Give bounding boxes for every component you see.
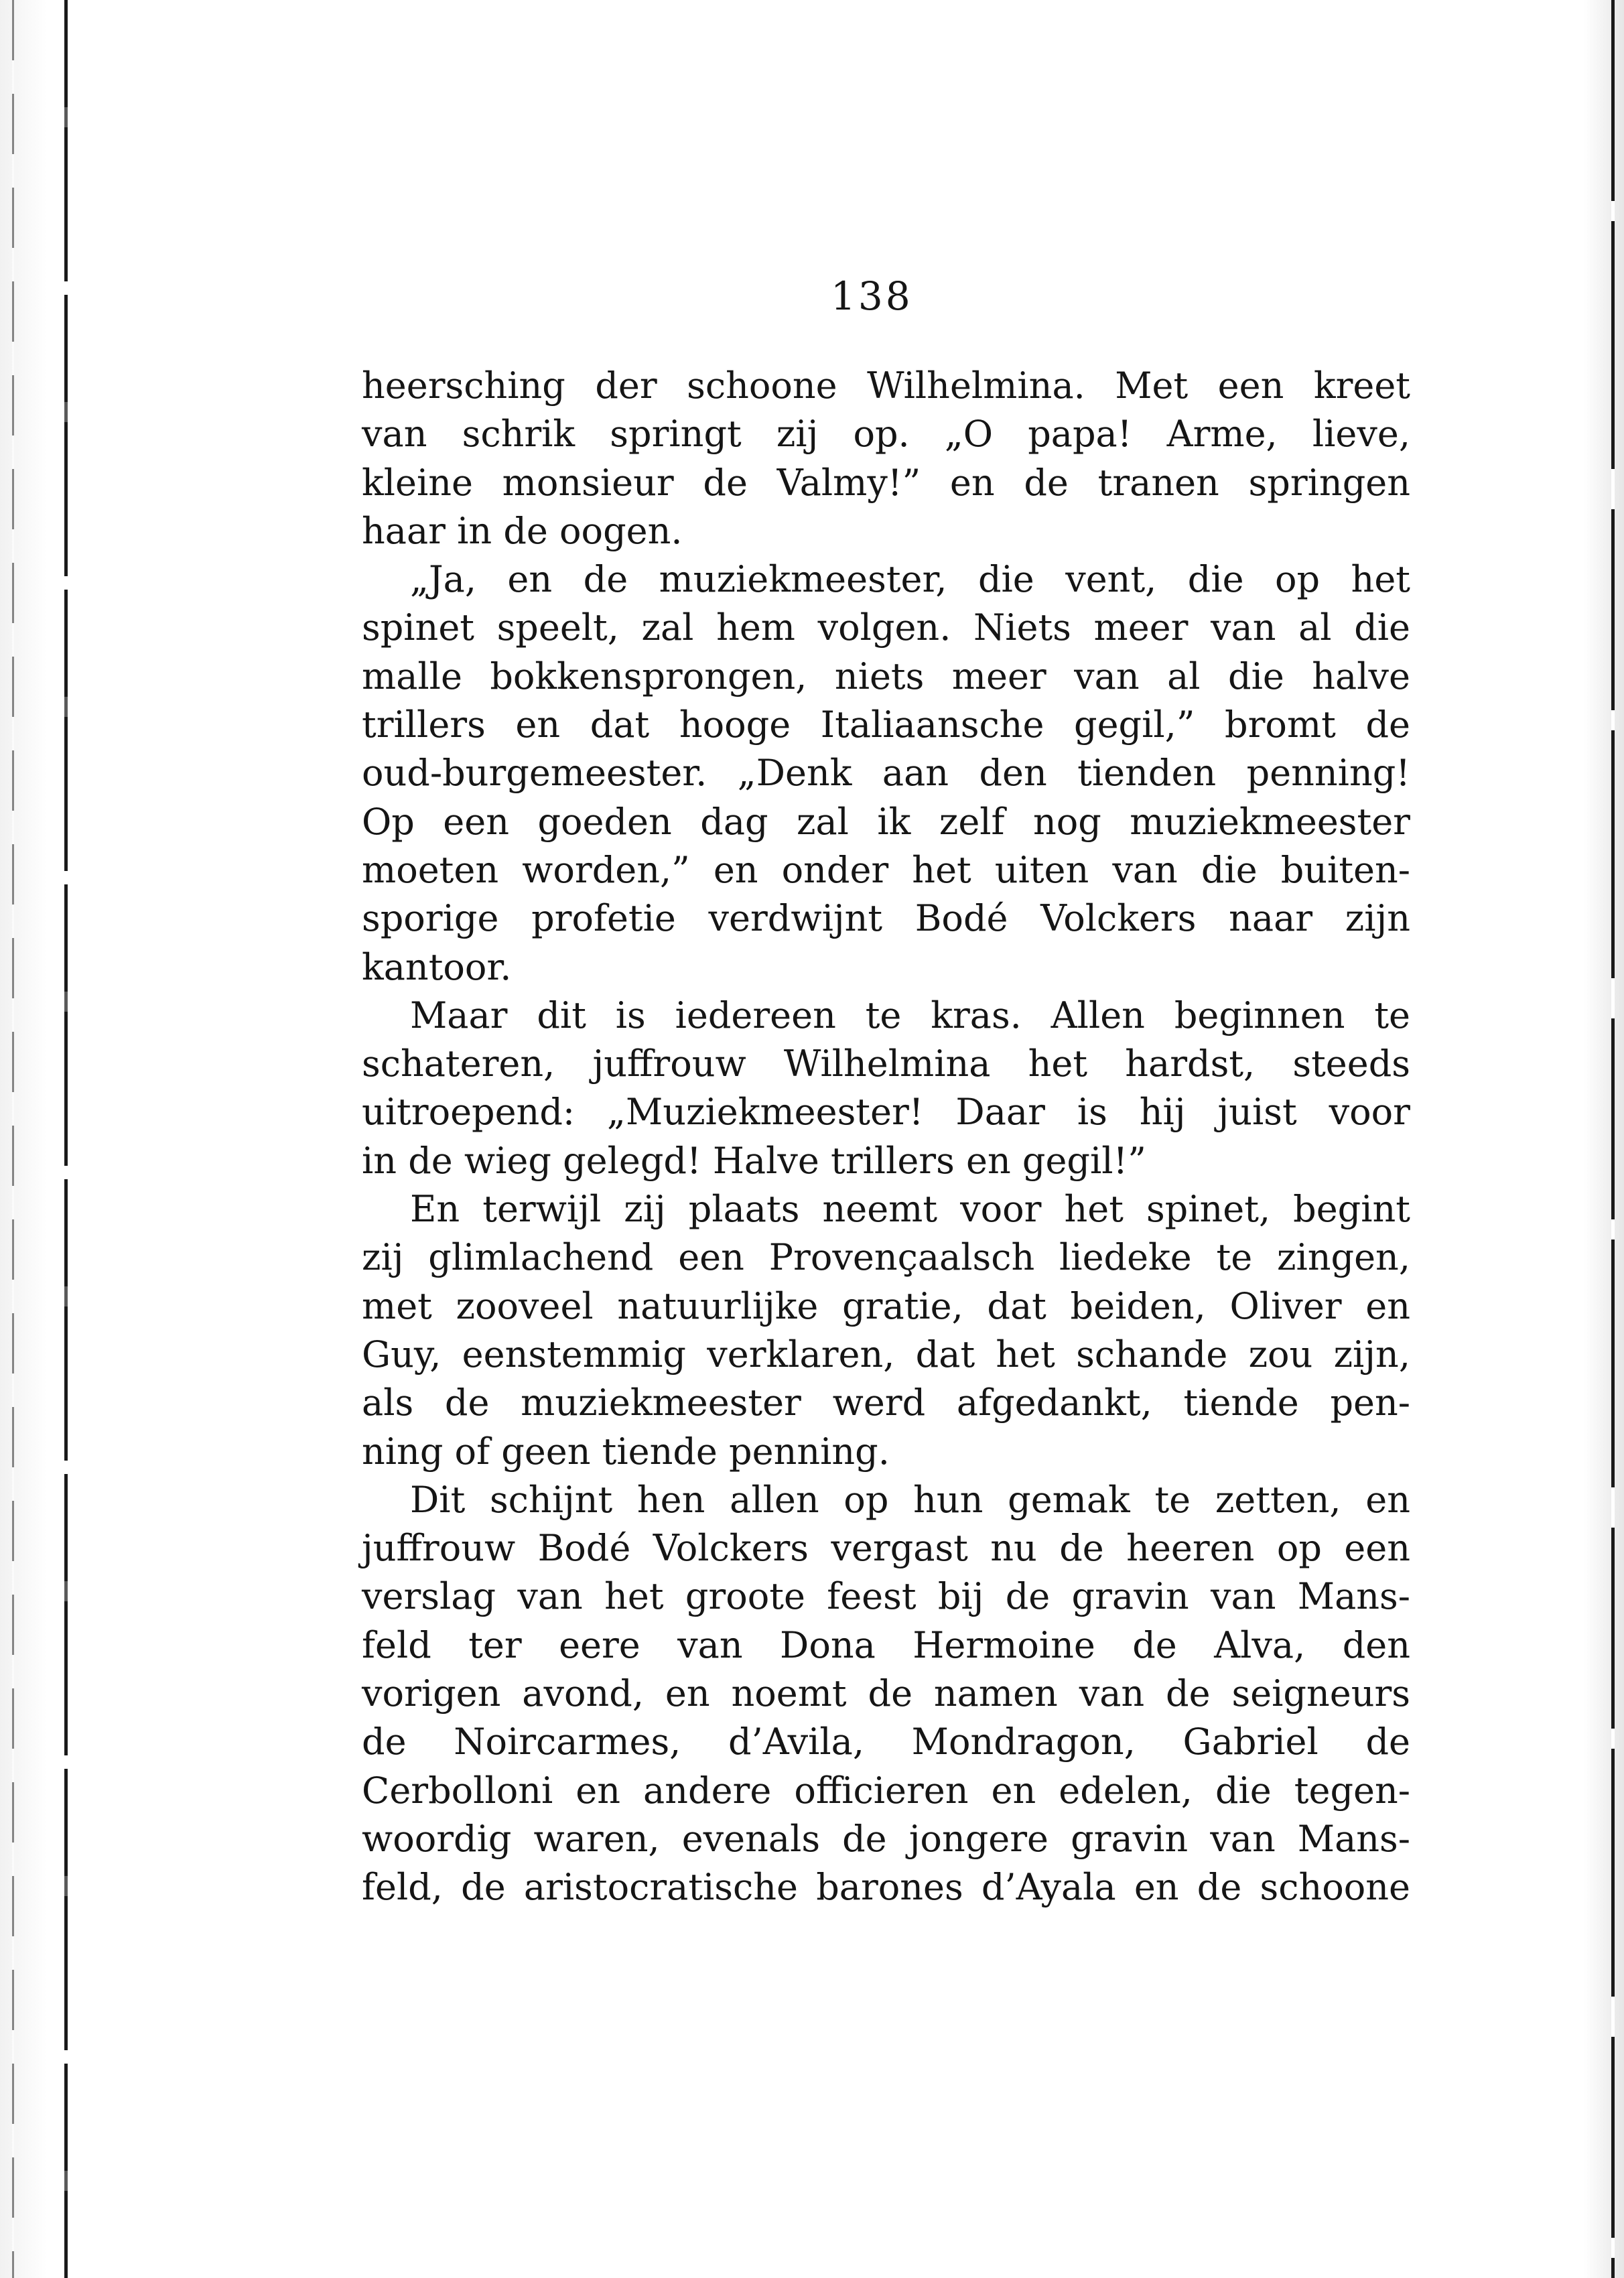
text-line: vorigen avond, en noemt de namen van de seigneurs xyxy=(362,1672,1410,1715)
text-line: Guy, eenstemmig verklaren, dat het schande zou zijn, xyxy=(362,1333,1410,1376)
text-line: feld, de aristocratische barones d’Ayala en de schoone xyxy=(362,1866,1410,1909)
text-line: haar in de oogen. xyxy=(362,509,683,552)
scan-edge-right xyxy=(1584,0,1624,2278)
scan-edge-line-right xyxy=(1611,0,1615,2278)
text-line: juffrouw Bodé Volckers vergast nu de heeren op een xyxy=(362,1527,1410,1570)
text-line: schateren, juffrouw Wilhelmina het hardst, steeds xyxy=(362,1043,1410,1085)
text-line: kleine monsieur de Valmy!” en de tranen springen xyxy=(362,461,1410,504)
text-line: woordig waren, evenals de jongere gravin van Mans- xyxy=(362,1817,1410,1860)
text-line: En terwijl zij plaats neemt voor het spinet, begint xyxy=(410,1188,1410,1231)
text-line: in de wieg gelegd! Halve trillers en gegil!” xyxy=(362,1139,1146,1182)
text-line: verslag van het groote feest bij de gravin van Mans- xyxy=(362,1575,1410,1618)
scan-edge-line-outer xyxy=(12,0,14,2278)
text-line: oud-burgemeester. „Denk aan den tienden penning! xyxy=(362,752,1410,795)
text-line: Maar dit is iedereen te kras. Allen beginnen te xyxy=(410,994,1410,1036)
text-line: feld ter eere van Dona Hermoine de Alva, den xyxy=(362,1623,1410,1666)
text-line: de Noircarmes, d’Avila, Mondragon, Gabriel de xyxy=(362,1721,1410,1763)
text-line: Cerbolloni en andere officieren en edelen, die tegen- xyxy=(362,1769,1410,1812)
text-line: Op een goeden dag zal ik zelf nog muziekmeester xyxy=(362,800,1410,843)
text-line: Dit schijnt hen allen op hun gemak te zetten, en xyxy=(410,1478,1410,1521)
body-text xyxy=(362,362,1410,1912)
text-line: uitroepend: „Muziekmeester! Daar is hij juist voor xyxy=(362,1091,1410,1134)
text-line: malle bokkensprongen, niets meer van al die halve xyxy=(362,655,1410,697)
text-line: „Ja, en de muziekmeester, die vent, die op het xyxy=(410,558,1410,601)
text-line: van schrik springt zij op. „O papa! Arme, lieve, xyxy=(362,413,1410,456)
scan-edge-line-binding xyxy=(64,0,68,2278)
page-number: 138 xyxy=(831,273,913,319)
text-line: kantoor. xyxy=(362,945,512,988)
text-line: heersching der schoone Wilhelmina. Met een kreet xyxy=(362,364,1410,407)
text-line: met zooveel natuurlijke gratie, dat beiden, Oliver en xyxy=(362,1284,1410,1327)
text-line: trillers en dat hooge Italiaansche gegil,” bromt de xyxy=(362,704,1410,746)
text-line: zij glimlachend een Provençaalsch liedeke te zingen, xyxy=(362,1236,1410,1279)
text-line: spinet speelt, zal hem volgen. Niets meer van al die xyxy=(362,606,1410,649)
text-line: sporige profetie verdwijnt Bodé Volckers naar zijn xyxy=(362,897,1410,940)
text-line: ning of geen tiende penning. xyxy=(362,1430,890,1473)
text-line: moeten worden,” en onder het uiten van die buiten- xyxy=(362,848,1410,891)
text-line: als de muziekmeester werd afgedankt, tiende pen- xyxy=(362,1382,1410,1424)
scan-edge-left xyxy=(0,0,154,2278)
